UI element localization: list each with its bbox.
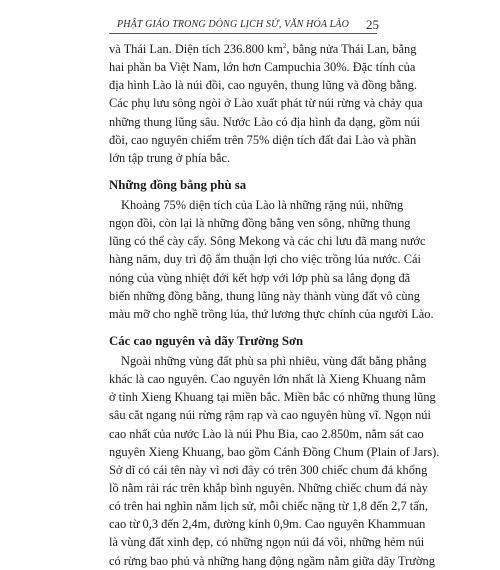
text-line: màu mỡ cho nghề trồng lúa, thứ lương thực chính của người Lào.: [109, 306, 434, 321]
text-line: địa hình Lào là núi đồi, cao nguyên, thung lũng và đồng bằng.: [109, 78, 417, 93]
page-body: [109, 40, 440, 570]
text-line: lớn tập trung ở phía bắc.: [109, 150, 231, 165]
text-line: khác là cao nguyên. Cao nguyên lớn nhất là Xieng Khuang nằm: [109, 372, 426, 387]
text-line: ngọn đồi, còn lại là những đồng bằng ven sông, những thung: [109, 216, 411, 231]
text-line: nóng của vùng nhiệt đới kết hợp với lớp phù sa lắng đọng đã: [109, 270, 411, 285]
text-line: lồ nằm rải rác trên khắp bình nguyên. Những chiếc chum đá này: [109, 480, 428, 495]
text-line: Ngoài những vùng đất phù sa phì nhiêu, vùng đất bằng phẳng: [121, 353, 427, 368]
text-line: đồi, cao nguyên chiếm trên 75% diện tích đất đai Lào và phần: [109, 132, 417, 147]
text-line: những thung lũng sâu. Nước Lào có địa hình đa dạng, gồm núi: [109, 114, 421, 129]
text-line: Khoảng 75% diện tích của Lào là những rặng núi, những: [121, 197, 404, 212]
section-heading: Các cao nguyên và dãy Trường Sơn: [109, 333, 304, 348]
text-line: ở tỉnh Xieng Khuang tại miền bắc. Miền bắc có những thung lũng: [109, 390, 436, 405]
text-line: cao từ 0,3 đến 2,4m, đường kính 0,9m. Cao nguyên Khammuan: [109, 517, 426, 532]
text-line: có rừng bao phủ và những hang động ngầm nằm giữa dãy Trường: [109, 553, 435, 568]
text-line: lũng có thể cày cấy. Sông Mekong và các chi lưu đã mang nước: [109, 234, 426, 249]
text-line: hàng năm, duy trì độ ẩm thuận lợi cho việc trồng lúa nước. Cái: [109, 252, 421, 267]
superscript: 2: [282, 41, 287, 50]
page-number: 25: [366, 17, 379, 32]
text-line: Các phụ lưu sông ngòi ở Lào xuất phát từ núi rừng và chảy qua: [109, 96, 423, 111]
paragraph-area-highlands: [109, 352, 440, 570]
text-line: hai phần ba Việt Nam, lớn hơn Campuchia 30%. Đặc tính của: [109, 60, 416, 75]
text-line: cao nhất của nước Lào là núi Phu Bia, cao 2.850m, nằm sát cao: [109, 426, 424, 441]
text-line: biến những đồng bằng, thung lũng này thành vùng đất vô cùng: [109, 288, 420, 303]
paragraph-area-plains: [109, 196, 434, 323]
running-header: PHẬT GIÁO TRONG DÒNG LỊCH SỬ, VĂN HÓA LÀO: [117, 19, 349, 30]
paragraph-area-intro: [109, 40, 423, 167]
section-heading: Những đồng bằng phù sa: [109, 177, 247, 192]
header-rule: [109, 33, 377, 34]
text-line: sâu cắt ngang núi rừng rậm rạp và cao nguyên hùng vĩ. Ngọn núi: [109, 408, 431, 423]
text-line: là vùng đất xinh đẹp, có những ngọn núi đá vôi, những hẻm núi: [109, 535, 425, 550]
text-line: nguyên Xieng Khuang, bao gồm Cánh Đồng Chum (Plain of Jars).: [109, 444, 440, 459]
text-line: Sở dĩ có cái tên này vì nơi đây có trên 300 chiếc chum đá khổng: [109, 462, 428, 477]
text-line: và Thái Lan. Diện tích 236.800 $km^2$, bằng nửa Thái Lan, bằng: [109, 41, 417, 56]
text-line: có trên hai nghìn năm lịch sử, mỗi chiếc nặng từ 1,8 đến 2,7 tấn,: [109, 499, 428, 514]
